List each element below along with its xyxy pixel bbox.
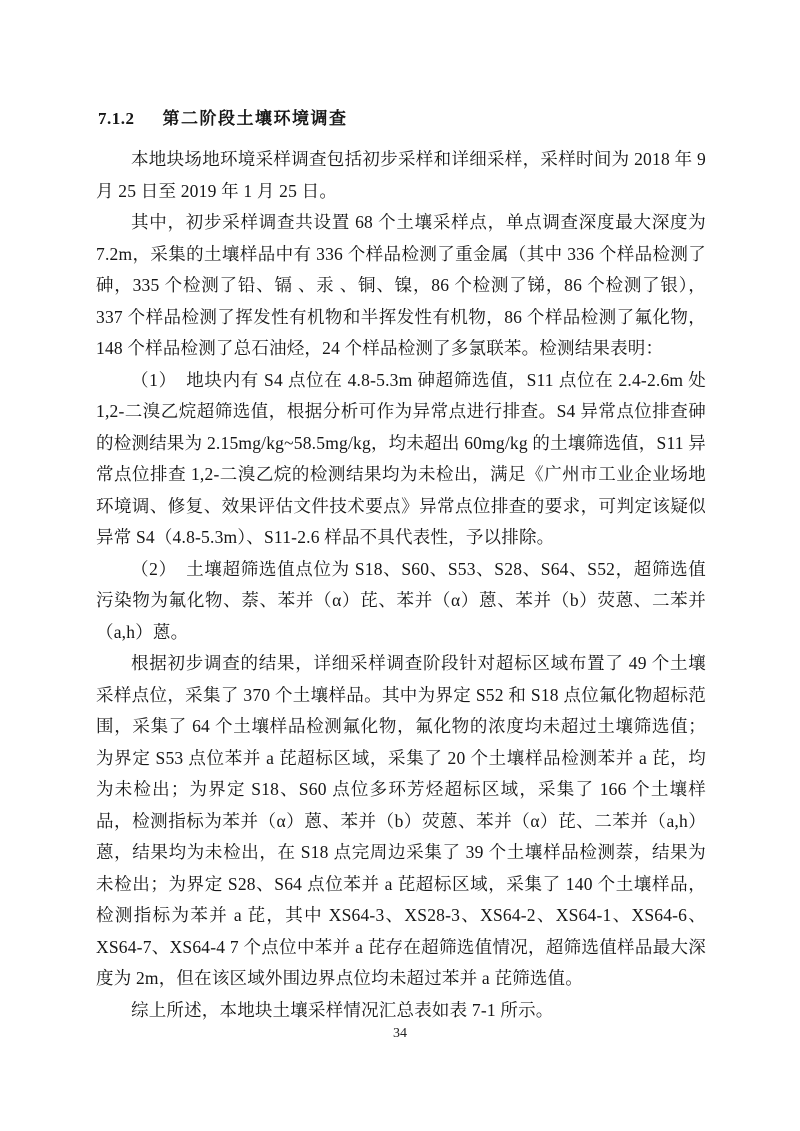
paragraph-detailed-sampling: 根据初步调查的结果，详细采样调查阶段针对超标区域布置了 49 个土壤采样点位，采集了 370 个土壤样品。其中为界定 S52 和 S18 点位氟化物超标范围，采集了 64 个土壤样品检测氟化物，氟化物的浓度均未超过土壤筛选值；为界定 S53 点位苯并 a 芘超标区域，采集了 20 个土壤样品检测苯并 a 芘，均为未检出；为界定 S18、S60 点位多环芳烃超标区域，采集了 166 个土壤样品，检测指标为苯并（α）蒽、苯并（b）荧蒽、苯并（α）芘、二苯并（a,h）蒽，结果均为未检出，在 S18 点完周边采集了 39 个土壤样品检测萘，结果为未检出；为界定 S28、S64 点位苯并 a 芘超标区域，采集了 140 个土壤样品，检测指标为苯并 a 芘，其中 XS64-3、XS28-3、XS64-2、XS64-1、XS64-6、XS64-7、XS64-4 7 个点位中苯并 a 芘存在超筛选值情况，超筛选值样品最大深度为 2m，但在该区域外围边界点位均未超过苯并 a 芘筛选值。 [96,653,706,988]
paragraph-summary: 综上所述，本地块土壤采样情况汇总表如表 7-1 所示。 [131,999,554,1020]
section-title: 第二阶段土壤环境调查 [162,109,348,128]
section-heading [98,104,706,129]
section-number: 7.1.2 [98,109,135,128]
page-number: 34 [393,1026,407,1041]
paragraph-sampling-time: 本地块场地环境采样调查包括初步采样和详细采样，采样时间为 2018 年 9 月 25 日至 2019 年 1 月 25 日。 [96,149,706,201]
paragraph-item-2-exceedance-points: （2） 土壤超筛选值点位为 S18、S60、S53、S28、S64、S52，超筛选值污染物为氟化物、萘、苯并（α）芘、苯并（α）蒽、苯并（b）荧蒽、二苯并（a,h）蒽。 [96,558,706,642]
paragraph-item-1-anomaly-check: （1） 地块内有 S4 点位在 4.8-5.3m 砷超筛选值，S11 点位在 2.4-2.6m 处 1,2-二溴乙烷超筛选值，根据分析可作为异常点进行排查。S4 异常点位排查砷的检测结果为 2.15mg/kg~58.5mg/kg，均未超出 60mg/kg 的土壤筛选值，S11 异常点位排查 1,2-二溴乙烷的检测结果均为未检出，满足《广州市工业企业场地环境调、修复、效果评估文件技术要点》异常点位排查的要求，可判定该疑似异常 S4（4.8-5.3m）、S11-2.6 样品不具代表性，予以排除。 [96,369,706,547]
paragraph-preliminary-sampling: 其中，初步采样调查共设置 68 个土壤采样点，单点调查深度最大深度为 7.2m，采集的土壤样品中有 336 个样品检测了重金属（其中 336 个样品检测了砷，335 个检测了铅、镉 、汞 、铜、镍，86 个检测了锑，86 个检测了银），337 个样品检测了挥发性有机物和半挥发性有机物，86 个样品检测了氟化物，148 个样品检测了总石油烃，24 个样品检测了多氯联苯。检测结果表明： [96,212,706,358]
